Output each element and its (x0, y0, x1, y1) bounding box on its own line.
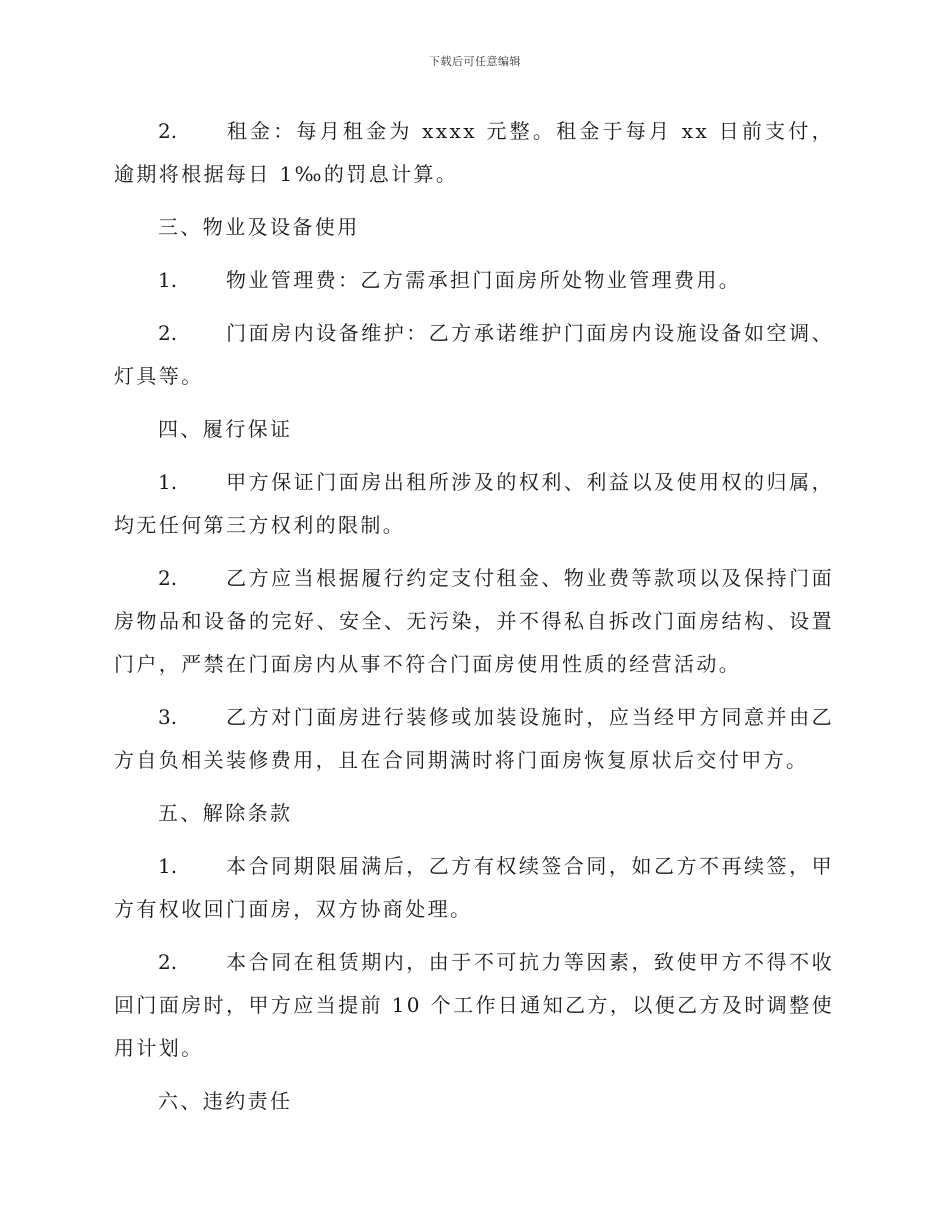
list-item (114, 696, 834, 782)
item-number: 2. (158, 950, 178, 974)
section-heading: 四、履行保证 (158, 417, 293, 441)
item-text: 物业管理费：乙方需承担门面房所处物业管理费用。 (226, 268, 742, 292)
section-heading: 五、解除条款 (158, 801, 293, 825)
item-number: 1. (158, 854, 178, 878)
list-item (114, 110, 834, 196)
item-text: 乙方对门面房进行装修或加装设施时，应当经甲方同意并由乙方自负相关装修费用，且在合同期满时将门面房恢复原状后交付甲方。 (114, 705, 834, 772)
item-text: 甲方保证门面房出租所涉及的权利、利益以及使用权的归属，均无任何第三方权利的限制。 (114, 470, 834, 537)
section-heading: 三、物业及设备使用 (158, 215, 360, 239)
item-text: 乙方应当根据履行约定支付租金、物业费等款项以及保持门面房物品和设备的完好、安全、无污染，并不得私自拆改门面房结构、设置门户，严禁在门面房内从事不符合门面房使用性质的经营活动。 (114, 566, 834, 676)
item-number: 1. (158, 470, 178, 494)
list-item (114, 461, 834, 547)
list-item (114, 259, 834, 302)
item-text: 本合同在租赁期内，由于不可抗力等因素，致使甲方不得不收回门面房时，甲方应当提前 10 个工作日通知乙方，以便乙方及时调整使用计划。 (114, 950, 834, 1060)
section-heading: 六、违约责任 (158, 1089, 293, 1113)
item-number: 2. (158, 566, 178, 590)
item-text: 租金：每月租金为 xxxx 元整。租金于每月 xx 日前支付，逾期将根据每日 1‰的罚息计算。 (114, 119, 834, 186)
document-body (114, 110, 834, 1133)
item-text: 门面房内设备维护：乙方承诺维护门面房内设施设备如空调、灯具等。 (114, 321, 834, 388)
list-item (114, 312, 834, 398)
item-number: 1. (158, 268, 178, 292)
list-item (114, 557, 834, 686)
item-number: 2. (158, 119, 178, 143)
page-header: 下载后可任意编辑 (429, 55, 521, 68)
list-item (114, 941, 834, 1070)
item-text: 本合同期限届满后，乙方有权续签合同，如乙方不再续签，甲方有权收回门面房，双方协商处理。 (114, 854, 834, 921)
item-number: 2. (158, 321, 178, 345)
list-item (114, 845, 834, 931)
item-number: 3. (158, 705, 178, 729)
